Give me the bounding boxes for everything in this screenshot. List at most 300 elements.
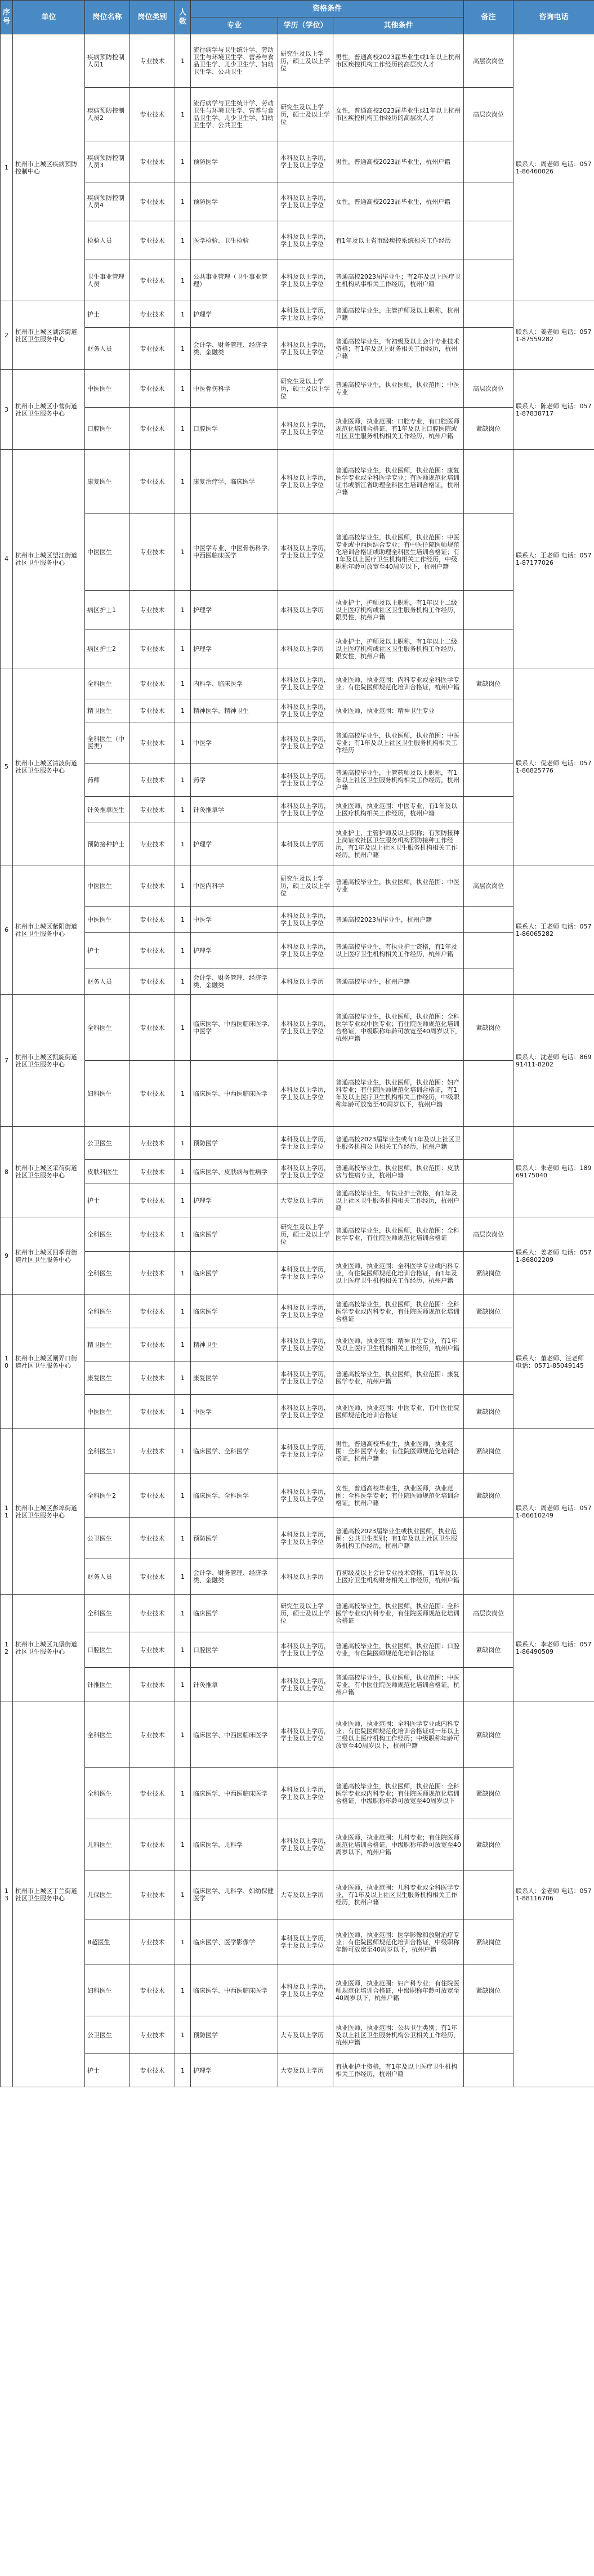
education-requirement: 本科及以上学历，学士及以上学位: [278, 668, 333, 699]
position-type: 专业技术: [130, 182, 175, 221]
contact-info: 联系人：姜老师 电话：0571-86802209: [513, 1217, 594, 1295]
major-requirement: 中医内科学: [191, 865, 278, 907]
row-seq: 10: [1, 1295, 13, 1429]
table-row: [1, 1870, 594, 1919]
other-requirement: 执业医师，执业范围：妇产科专业；有住院医师规范化培训合格证，中级职称年龄可放宽至40周岁以下，杭州户籍: [333, 1965, 464, 2016]
education-requirement: 研究生及以上学历，硕士及以上学位: [278, 34, 333, 88]
other-requirement: 执业医师，执业范围：内科专业或全科医学专业；有住院医师规范化培训合格证，杭州户籍: [333, 668, 464, 699]
other-requirement: 普通高校2023届毕业生，杭州户籍: [333, 907, 464, 933]
table-row: [1, 514, 594, 591]
education-requirement: 本科及以上学历: [278, 968, 333, 995]
major-requirement: 精神医学、精神卫生: [191, 699, 278, 722]
remark-cell: 紧缺岗位: [464, 1395, 513, 1429]
position-count: 1: [175, 933, 191, 968]
major-requirement: 内科学、临床医学: [191, 668, 278, 699]
table-body: [1, 34, 594, 2087]
position-name: 疾病预防控制人员4: [85, 182, 130, 221]
education-requirement: 本科及以上学历，学士及以上学位: [278, 1361, 333, 1395]
unit-name: 杭州市上城区凯旋街道社区卫生服务中心: [13, 995, 85, 1127]
header-major: 专业: [191, 17, 278, 34]
position-type: 专业技术: [130, 141, 175, 182]
other-requirement: 男性，普通高校2023届毕业生或1年以上杭州市区疾控机构工作经历的高层次人才: [333, 34, 464, 88]
position-type: 专业技术: [130, 2016, 175, 2054]
position-name: 护士: [85, 301, 130, 328]
table-row: [1, 1429, 594, 1474]
table-row: [1, 1184, 594, 1217]
education-requirement: 本科及以上学历: [278, 1559, 333, 1595]
position-count: 1: [175, 699, 191, 722]
major-requirement: 临床医学、医学影像学: [191, 1919, 278, 1965]
position-name: 康复医生: [85, 450, 130, 514]
education-requirement: 本科及以上学历，学士及以上学位: [278, 1395, 333, 1429]
position-name: 中医医生: [85, 370, 130, 408]
position-name: 卫生事业管理人员: [85, 260, 130, 301]
position-name: 全科医生: [85, 668, 130, 699]
other-requirement: 普通高校毕业生，杭州户籍: [333, 968, 464, 995]
education-requirement: 本科及以上学历: [278, 591, 333, 630]
table-row: [1, 1919, 594, 1965]
major-requirement: 预防医学: [191, 2016, 278, 2054]
major-requirement: 中医学: [191, 722, 278, 764]
position-name: 全科医生: [85, 1252, 130, 1295]
table-row: [1, 823, 594, 865]
position-type: 专业技术: [130, 668, 175, 699]
education-requirement: 本科及以上学历，学士及以上学位: [278, 141, 333, 182]
other-requirement: 普通高校2023届毕业生或执业医师，执业范围：公共卫生类别；有1年及以上社区卫生服务机构工作经历，杭州户籍: [333, 1518, 464, 1559]
position-name: 护士: [85, 2054, 130, 2087]
row-seq: 5: [1, 668, 13, 865]
position-count: 1: [175, 1061, 191, 1127]
contact-info: 联系人：董老师、汪老师 电话：0571-85049145: [513, 1295, 594, 1429]
header-contact: 咨询电话: [513, 1, 594, 34]
position-count: 1: [175, 2054, 191, 2087]
position-count: 1: [175, 1632, 191, 1668]
table-row: [1, 450, 594, 514]
remark-cell: [464, 1061, 513, 1127]
position-name: 全科医生（中医类）: [85, 722, 130, 764]
major-requirement: 康复医学: [191, 1361, 278, 1395]
major-requirement: 会计学、财务管理、经济学类、金融类: [191, 1559, 278, 1595]
remark-cell: [464, 1361, 513, 1395]
remark-cell: 紧缺岗位: [464, 1819, 513, 1870]
position-count: 1: [175, 1965, 191, 2016]
table-row: [1, 1127, 594, 1160]
contact-info: 联系人：李老师 电话：0571-86490509: [513, 1595, 594, 1702]
major-requirement: 中医骨伤科学: [191, 370, 278, 408]
position-type: 专业技术: [130, 1768, 175, 1819]
major-requirement: 康复治疗学、临床医学: [191, 450, 278, 514]
remark-cell: [464, 1870, 513, 1919]
other-requirement: 执业护士，护师及以上职称，有1年以上二级以上医疗机构或社区卫生服务机构工作经历，限女性，杭州户籍: [333, 630, 464, 668]
position-type: 专业技术: [130, 797, 175, 823]
position-count: 1: [175, 1217, 191, 1252]
table-row: [1, 1965, 594, 2016]
table-row: [1, 34, 594, 88]
unit-name: 杭州市上城区紫阳街道社区卫生服务中心: [13, 865, 85, 995]
contact-info: 联系人：金老师 电话：0571-88116706: [513, 1702, 594, 2087]
table-row: [1, 1702, 594, 1768]
position-count: 1: [175, 1429, 191, 1474]
position-count: 1: [175, 1252, 191, 1295]
table-row: [1, 764, 594, 797]
position-count: 1: [175, 1870, 191, 1919]
table-row: [1, 1328, 594, 1361]
other-requirement: 女性，普通高校2023届毕业生，杭州户籍: [333, 182, 464, 221]
contact-info: 联系人：朱老师 电话：18969175040: [513, 1127, 594, 1217]
major-requirement: 临床医学、中西医临床医学: [191, 1702, 278, 1768]
education-requirement: 研究生及以上学历，硕士及以上学位: [278, 1217, 333, 1252]
table-row: [1, 933, 594, 968]
position-count: 1: [175, 1919, 191, 1965]
position-count: 1: [175, 1361, 191, 1395]
other-requirement: 普通高校毕业生，执业医师，执业范围：全科医学专业或内科专业，有住院医师规范化培训合格证: [333, 1595, 464, 1632]
education-requirement: 本科及以上学历，学士及以上学位: [278, 182, 333, 221]
major-requirement: 预防医学: [191, 141, 278, 182]
unit-name: 杭州市上城区清波街道社区卫生服务中心: [13, 668, 85, 865]
major-requirement: 中医学: [191, 1395, 278, 1429]
other-requirement: 执业医师，执业范围：中医专业，有1年及以上医疗机构相关工作经历，杭州户籍: [333, 797, 464, 823]
table-row: [1, 1395, 594, 1429]
table-row: [1, 722, 594, 764]
education-requirement: 大专及以上学历: [278, 2054, 333, 2087]
education-requirement: 本科及以上学历，学士及以上学位: [278, 1328, 333, 1361]
remark-cell: [464, 2016, 513, 2054]
contact-info: 联系人：周老师 电话：0571-86610249: [513, 1429, 594, 1595]
table-row: [1, 591, 594, 630]
other-requirement: 普通高校毕业生，主管药师及以上职称，有1年以上社区卫生服务机构相关工作经历，杭州户籍: [333, 764, 464, 797]
position-name: 全科医生2: [85, 1474, 130, 1518]
major-requirement: 临床医学: [191, 1252, 278, 1295]
position-count: 1: [175, 865, 191, 907]
other-requirement: 执业医师，执业范围：医学影像和放射治疗专业；有住院医师规范化培训合格证，中级职称年龄可放宽至40周岁以下，杭州户籍: [333, 1919, 464, 1965]
position-type: 专业技术: [130, 1184, 175, 1217]
education-requirement: 本科及以上学历，学士及以上学位: [278, 301, 333, 328]
education-requirement: 本科及以上学历，学士及以上学位: [278, 260, 333, 301]
table-row: [1, 301, 594, 328]
position-type: 专业技术: [130, 699, 175, 722]
remark-cell: 紧缺岗位: [464, 1474, 513, 1518]
position-type: 专业技术: [130, 450, 175, 514]
position-count: 1: [175, 1819, 191, 1870]
remark-cell: [464, 514, 513, 591]
major-requirement: 护理学: [191, 591, 278, 630]
table-row: [1, 1295, 594, 1328]
major-requirement: 药学: [191, 764, 278, 797]
education-requirement: 本科及以上学历，学士及以上学位: [278, 1965, 333, 2016]
major-requirement: 精神卫生: [191, 1328, 278, 1361]
remark-cell: [464, 722, 513, 764]
position-name: 检验人员: [85, 221, 130, 260]
position-count: 1: [175, 370, 191, 408]
position-name: 财务人员: [85, 1559, 130, 1595]
position-type: 专业技术: [130, 370, 175, 408]
remark-cell: 紧缺岗位: [464, 1702, 513, 1768]
table-row: [1, 1160, 594, 1184]
position-type: 专业技术: [130, 1429, 175, 1474]
position-type: 专业技术: [130, 1217, 175, 1252]
row-seq: 9: [1, 1217, 13, 1295]
table-row: [1, 1217, 594, 1252]
other-requirement: 普通高校毕业生，执业医师，执业范围：全科医学专业或中医专业；有住院医师规范化培训合格证，中级职称年龄可放宽至40周岁以下，杭州户籍: [333, 995, 464, 1061]
row-seq: 7: [1, 995, 13, 1127]
position-name: 中医医生: [85, 1395, 130, 1429]
major-requirement: 临床医学、皮肤病与性病学: [191, 1160, 278, 1184]
remark-cell: [464, 141, 513, 182]
remark-cell: 紧缺岗位: [464, 1252, 513, 1295]
header-remark: 备注: [464, 1, 513, 34]
row-seq: 12: [1, 1595, 13, 1702]
position-name: 全科医生: [85, 1702, 130, 1768]
major-requirement: 临床医学、全科医学: [191, 1429, 278, 1474]
education-requirement: 本科及以上学历，学士及以上学位: [278, 1252, 333, 1295]
remark-cell: 紧缺岗位: [464, 1768, 513, 1819]
position-type: 专业技术: [130, 1559, 175, 1595]
other-requirement: 男性，普通高校2023届毕业生，杭州户籍: [333, 141, 464, 182]
position-count: 1: [175, 1595, 191, 1632]
table-row: [1, 1061, 594, 1127]
table-row: [1, 328, 594, 370]
row-seq: 13: [1, 1702, 13, 2087]
table-row: [1, 1632, 594, 1668]
other-requirement: 普通高校毕业生，执业医师，执业范围：全科医学专业或内科专业；有住院医师规范化培训合格证，中级职称年龄可放宽至40周岁以下: [333, 1768, 464, 1819]
position-count: 1: [175, 1160, 191, 1184]
remark-cell: 高层次岗位: [464, 370, 513, 408]
other-requirement: 执业医师，执业范围：全科医学专业或内科专业，有住院医师规范化培训合格证，有1年及以上医疗卫生机构相关工作经历，杭州户籍: [333, 1252, 464, 1295]
position-name: 全科医生: [85, 1768, 130, 1819]
header-seq: 序号: [1, 1, 13, 34]
other-requirement: 女性，普通高校2023届毕业生或1年以上杭州市区疾控机构工作经历的高层次人才: [333, 88, 464, 141]
education-requirement: 研究生及以上学历，硕士及以上学位: [278, 370, 333, 408]
position-type: 专业技术: [130, 1595, 175, 1632]
position-name: 病区护士2: [85, 630, 130, 668]
unit-name: 杭州市上城区小营街道社区卫生服务中心: [13, 370, 85, 450]
other-requirement: 普通高校2023届毕业生；有2年及以上医疗卫生机构从事相关工作经历，杭州户籍: [333, 260, 464, 301]
position-type: 专业技术: [130, 221, 175, 260]
position-type: 专业技术: [130, 1518, 175, 1559]
remark-cell: 高层次岗位: [464, 865, 513, 907]
education-requirement: 本科及以上学历，学士及以上学位: [278, 1474, 333, 1518]
position-count: 1: [175, 1668, 191, 1702]
major-requirement: 流行病学与卫生统计学、劳动卫生与环境卫生学、营养与食品卫生学、儿少卫生学、妇幼卫生学、公共卫生: [191, 88, 278, 141]
position-count: 1: [175, 182, 191, 221]
position-name: 全科医生: [85, 1217, 130, 1252]
remark-cell: [464, 1559, 513, 1595]
other-requirement: 普通高校毕业生，有初级及以上会计专业技术资格；有1年及以上财务相关工作经历，杭州户籍: [333, 328, 464, 370]
other-requirement: 普通高校毕业生，主管护师及以上职称，杭州户籍: [333, 301, 464, 328]
position-type: 专业技术: [130, 514, 175, 591]
other-requirement: 普通高校毕业生，执业医师，执业范围：皮肤病与性病专业，杭州户籍: [333, 1160, 464, 1184]
position-name: 公卫医生: [85, 1518, 130, 1559]
position-count: 1: [175, 450, 191, 514]
remark-cell: [464, 1668, 513, 1702]
contact-info: 联系人：陈老师 电话：0571-87838717: [513, 370, 594, 450]
position-type: 专业技术: [130, 88, 175, 141]
remark-cell: [464, 260, 513, 301]
contact-info: 联系人：王老师 电话：0571-87177026: [513, 450, 594, 668]
other-requirement: 普通高校毕业生，执业医师，执业范围：康复医学专业，杭州户籍: [333, 1361, 464, 1395]
major-requirement: 临床医学、中西医临床医学: [191, 1965, 278, 2016]
remark-cell: [464, 823, 513, 865]
table-row: [1, 995, 594, 1061]
position-count: 1: [175, 823, 191, 865]
education-requirement: 本科及以上学历，学士及以上学位: [278, 450, 333, 514]
table-row: [1, 1361, 594, 1395]
table-row: [1, 2054, 594, 2087]
major-requirement: 临床医学、儿科学、妇幼保健医学: [191, 1870, 278, 1919]
remark-cell: 紧缺岗位: [464, 1965, 513, 2016]
education-requirement: 本科及以上学历，学士及以上学位: [278, 699, 333, 722]
remark-cell: 紧缺岗位: [464, 995, 513, 1061]
position-name: 药师: [85, 764, 130, 797]
major-requirement: 会计学、财务管理、经济学类、金融类: [191, 968, 278, 995]
major-requirement: 护理学: [191, 2054, 278, 2087]
unit-name: 杭州市上城区丁兰街道社区卫生服务中心: [13, 1702, 85, 2087]
position-count: 1: [175, 2016, 191, 2054]
unit-name: 杭州市上城区四季青街道社区卫生服务中心: [13, 1217, 85, 1295]
unit-name: 杭州市上城区采荷街道社区卫生服务中心: [13, 1127, 85, 1217]
position-type: 专业技术: [130, 995, 175, 1061]
position-name: 全科医生: [85, 995, 130, 1061]
position-type: 专业技术: [130, 1361, 175, 1395]
other-requirement: 有执业护士资格，有1年及以上医疗卫生机构相关工作经历，杭州户籍: [333, 2054, 464, 2087]
education-requirement: 本科及以上学历，学士及以上学位: [278, 1632, 333, 1668]
major-requirement: 临床医学、中西医临床医学: [191, 1768, 278, 1819]
header-position-name: 岗位名称: [85, 1, 130, 34]
position-name: 护士: [85, 933, 130, 968]
table-row: [1, 408, 594, 450]
major-requirement: 护理学: [191, 933, 278, 968]
other-requirement: 普通高校毕业生，有执业护士资格，有1年及以上社区卫生服务机构相关工作经历，杭州户籍: [333, 1184, 464, 1217]
table-row: [1, 907, 594, 933]
position-name: 妇科医生: [85, 1061, 130, 1127]
education-requirement: 本科及以上学历，学士及以上学位: [278, 328, 333, 370]
position-name: 妇科医生: [85, 1965, 130, 2016]
position-type: 专业技术: [130, 1919, 175, 1965]
education-requirement: 本科及以上学历，学士及以上学位: [278, 1295, 333, 1328]
position-type: 专业技术: [130, 301, 175, 328]
education-requirement: 本科及以上学历: [278, 823, 333, 865]
major-requirement: 口腔医学: [191, 408, 278, 450]
position-type: 专业技术: [130, 591, 175, 630]
position-name: 中医医生: [85, 907, 130, 933]
position-count: 1: [175, 1395, 191, 1429]
position-name: 财务人员: [85, 968, 130, 995]
position-name: 护士: [85, 1184, 130, 1217]
education-requirement: 本科及以上学历，学士及以上学位: [278, 1768, 333, 1819]
major-requirement: 护理学: [191, 630, 278, 668]
position-type: 专业技术: [130, 1474, 175, 1518]
education-requirement: 本科及以上学历，学士及以上学位: [278, 995, 333, 1061]
position-name: 疾病预防控制人员3: [85, 141, 130, 182]
table-row: [1, 2016, 594, 2054]
other-requirement: 执业医师，执业范围：精神卫生专业，有1年及以上医疗卫生机构相关工作经历，杭州户籍: [333, 1328, 464, 1361]
major-requirement: 临床医学、中西医临床医学、中医学: [191, 995, 278, 1061]
header-position-type: 岗位类别: [130, 1, 175, 34]
position-count: 1: [175, 764, 191, 797]
table-row: [1, 699, 594, 722]
remark-cell: 高层次岗位: [464, 1217, 513, 1252]
position-count: 1: [175, 722, 191, 764]
other-requirement: 女性，普通高校毕业生，执业医师，执业范围：全科医学专业；有住院医师规范化培训合格证，杭州户籍: [333, 1474, 464, 1518]
education-requirement: 本科及以上学历，学士及以上学位: [278, 221, 333, 260]
other-requirement: 执业医师，执业范围：儿科专业或全科医学专业，有1年及以上社区卫生服务机构相关工作经历，杭州户籍: [333, 1870, 464, 1919]
education-requirement: 本科及以上学历，学士及以上学位: [278, 764, 333, 797]
education-requirement: 大专及以上学历: [278, 1870, 333, 1919]
position-name: 公卫医生: [85, 1127, 130, 1160]
major-requirement: 预防医学: [191, 1127, 278, 1160]
other-requirement: 普通高校毕业生，执业医师，执业范围：全科医学专业或内科专业，有住院医师规范化培训合格证: [333, 1295, 464, 1328]
position-name: 精卫医生: [85, 1328, 130, 1361]
position-count: 1: [175, 328, 191, 370]
row-seq: 11: [1, 1429, 13, 1595]
position-name: 疾病预防控制人员2: [85, 88, 130, 141]
other-requirement: 普通高校毕业生，执业医师，执业范围：康复医学专业或全科医学专业；有医师规范化培训证书或浙江省助理全科医生培训合格证，杭州户籍: [333, 450, 464, 514]
other-requirement: 执业医师，执业范围：全科医学专业或内科专业；有住院医师规范化培训合格证或一年以上二级以上医疗机构工作经历；中级职称年龄可放宽至40周岁以下，杭州户籍: [333, 1702, 464, 1768]
unit-name: 杭州市上城区湖滨街道社区卫生服务中心: [13, 301, 85, 370]
position-name: 儿保医生: [85, 1870, 130, 1919]
position-name: 皮肤科医生: [85, 1160, 130, 1184]
position-count: 1: [175, 301, 191, 328]
major-requirement: 临床医学、中西医临床医学: [191, 1061, 278, 1127]
table-row: [1, 630, 594, 668]
position-name: 口腔医生: [85, 408, 130, 450]
remark-cell: 高层次岗位: [464, 88, 513, 141]
position-name: 全科医生: [85, 1295, 130, 1328]
education-requirement: 研究生及以上学历，硕士及以上学位: [278, 88, 333, 141]
contact-info: 联系人：姜老师 电话：0571-87559282: [513, 301, 594, 370]
education-requirement: 本科及以上学历，学士及以上学位: [278, 1160, 333, 1184]
other-requirement: 普通高校毕业生，执业医师，执业范围：中医专业；有1年及以上社区卫生服务机构相关工作经历: [333, 722, 464, 764]
major-requirement: 会计学、财务管理、经济学类、金融类: [191, 328, 278, 370]
other-requirement: 执业医师，执业范围：口腔专业，有口腔医师规范化培训合格证，有1年及以上口腔医院或社区卫生服务机构相关工作经历，杭州户籍: [333, 408, 464, 450]
position-count: 1: [175, 630, 191, 668]
table-row: [1, 1668, 594, 1702]
other-requirement: 普通高校毕业生，执业医师，执业范围：中医专业，有中医住院医师规范化培训合格证，杭州户籍: [333, 1668, 464, 1702]
remark-cell: 紧缺岗位: [464, 1632, 513, 1668]
major-requirement: 护理学: [191, 823, 278, 865]
position-type: 专业技术: [130, 764, 175, 797]
major-requirement: 针灸推拿: [191, 1668, 278, 1702]
major-requirement: 预防医学: [191, 1518, 278, 1559]
position-type: 专业技术: [130, 1819, 175, 1870]
education-requirement: 本科及以上学历，学士及以上学位: [278, 408, 333, 450]
position-count: 1: [175, 1328, 191, 1361]
position-count: 1: [175, 141, 191, 182]
education-requirement: 本科及以上学历，学士及以上学位: [278, 1668, 333, 1702]
position-name: 精卫医生: [85, 699, 130, 722]
education-requirement: 研究生及以上学历，硕士及以上学位: [278, 865, 333, 907]
other-requirement: 普通高校毕业生，执业医师，执业范围：口腔专业，有住院医师规范化培训合格证: [333, 1632, 464, 1668]
position-name: 公卫医生: [85, 2016, 130, 2054]
position-count: 1: [175, 995, 191, 1061]
position-type: 专业技术: [130, 1061, 175, 1127]
contact-info: 联系人：周老师 电话：0571-86460026: [513, 34, 594, 301]
table-row: [1, 1252, 594, 1295]
remark-cell: [464, 699, 513, 722]
position-count: 1: [175, 1295, 191, 1328]
contact-info: 联系人：王老师 电话：0571-86065282: [513, 865, 594, 995]
table-row: [1, 1595, 594, 1632]
remark-cell: 紧缺岗位: [464, 668, 513, 699]
table-row: [1, 1559, 594, 1595]
unit-name: 杭州市上城区望江街道社区卫生服务中心: [13, 450, 85, 668]
major-requirement: 护理学: [191, 301, 278, 328]
other-requirement: 执业医师，执业范围：精神卫生专业: [333, 699, 464, 722]
education-requirement: 本科及以上学历，学士及以上学位: [278, 1061, 333, 1127]
education-requirement: 研究生及以上学历，硕士及以上学位: [278, 1595, 333, 1632]
contact-info: 联系人：沈老师 电话：86991411-8202: [513, 995, 594, 1127]
header-qualifications: 资格条件: [191, 1, 464, 17]
